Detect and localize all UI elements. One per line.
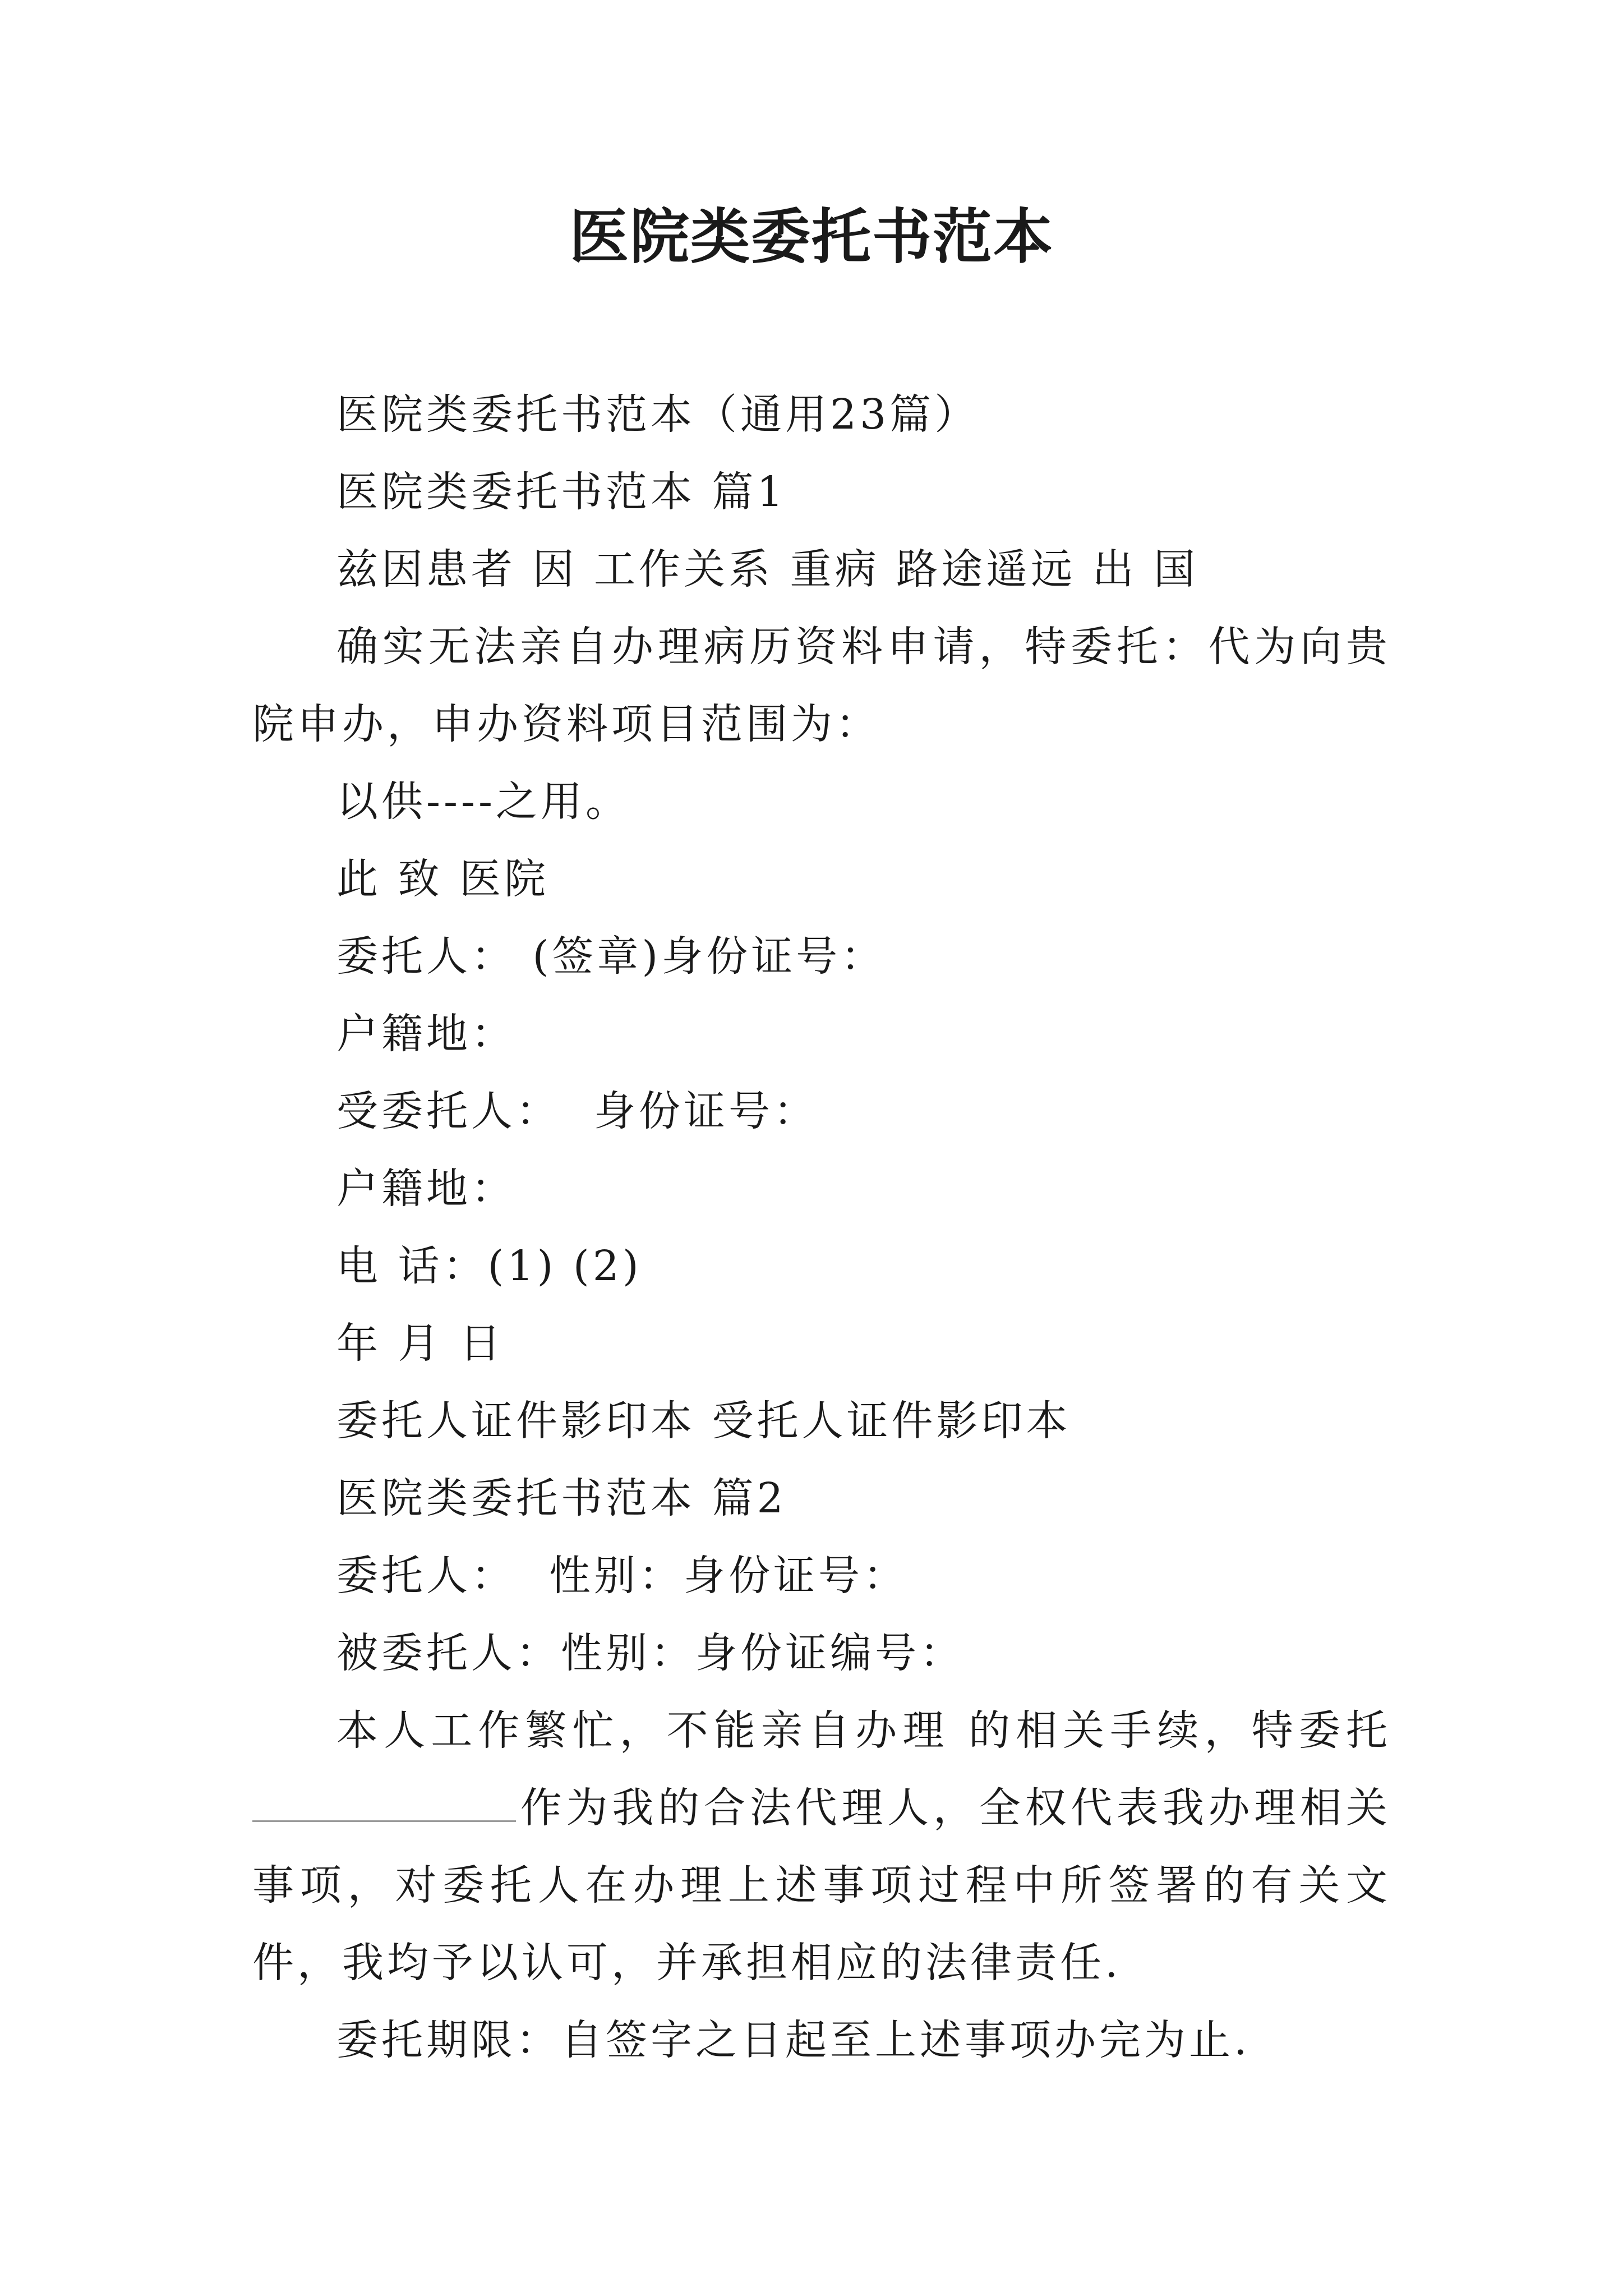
phone-line: 电 话：(1) (2) xyxy=(336,1242,642,1290)
authorization-text-end: 作为我的合法代理人，全权代表我办理相关事项，对委托人在办理上述事项过程中所签署的有关文件，我均予以认可，并承担相应的法律责任. xyxy=(252,1784,1391,1987)
agent-line: 受委托人： 身份证号： xyxy=(336,1087,819,1135)
authorization-text-start: 本人工作繁忙，不能亲自办理 的相关手续，特委托 xyxy=(336,1706,1391,1755)
id-copies-line: 委托人证件影印本 受托人证件影印本 xyxy=(336,1397,1071,1445)
section-heading-1: 医院类委托书范本 篇1 xyxy=(336,468,787,516)
principal-line: 委托人： (签章)身份证号： xyxy=(336,932,886,981)
document-title: 医院类委托书范本 xyxy=(569,201,1054,272)
authorization-paragraph xyxy=(252,1692,1391,2001)
date-line: 年 月 日 xyxy=(336,1319,505,1368)
agent-name-blank xyxy=(252,1787,516,1822)
document-body xyxy=(252,376,1391,2079)
principal-residence-line: 户籍地： xyxy=(336,1010,516,1058)
section-heading-2: 医院类委托书范本 篇2 xyxy=(336,1474,787,1522)
term-line: 委托期限：自签字之日起至上述事项办完为止. xyxy=(336,2016,1251,2064)
request-paragraph: 确实无法亲自办理病历资料申请，特委托：代为向贵院申办，申办资料项目范围为： xyxy=(252,623,1391,748)
salutation-line: 此 致 医院 xyxy=(336,855,550,903)
reason-line: 兹因患者 因 工作关系 重病 路途遥远 出 国 xyxy=(336,545,1199,593)
p2-agent-line: 被委托人：性别：身份证编号： xyxy=(336,1629,965,1677)
agent-residence-line: 户籍地： xyxy=(336,1165,516,1213)
p2-principal-line: 委托人： 性别：身份证号： xyxy=(336,1552,909,1600)
document-subtitle: 医院类委托书范本（通用23篇） xyxy=(336,390,980,439)
purpose-line: 以供----之用。 xyxy=(336,777,631,826)
